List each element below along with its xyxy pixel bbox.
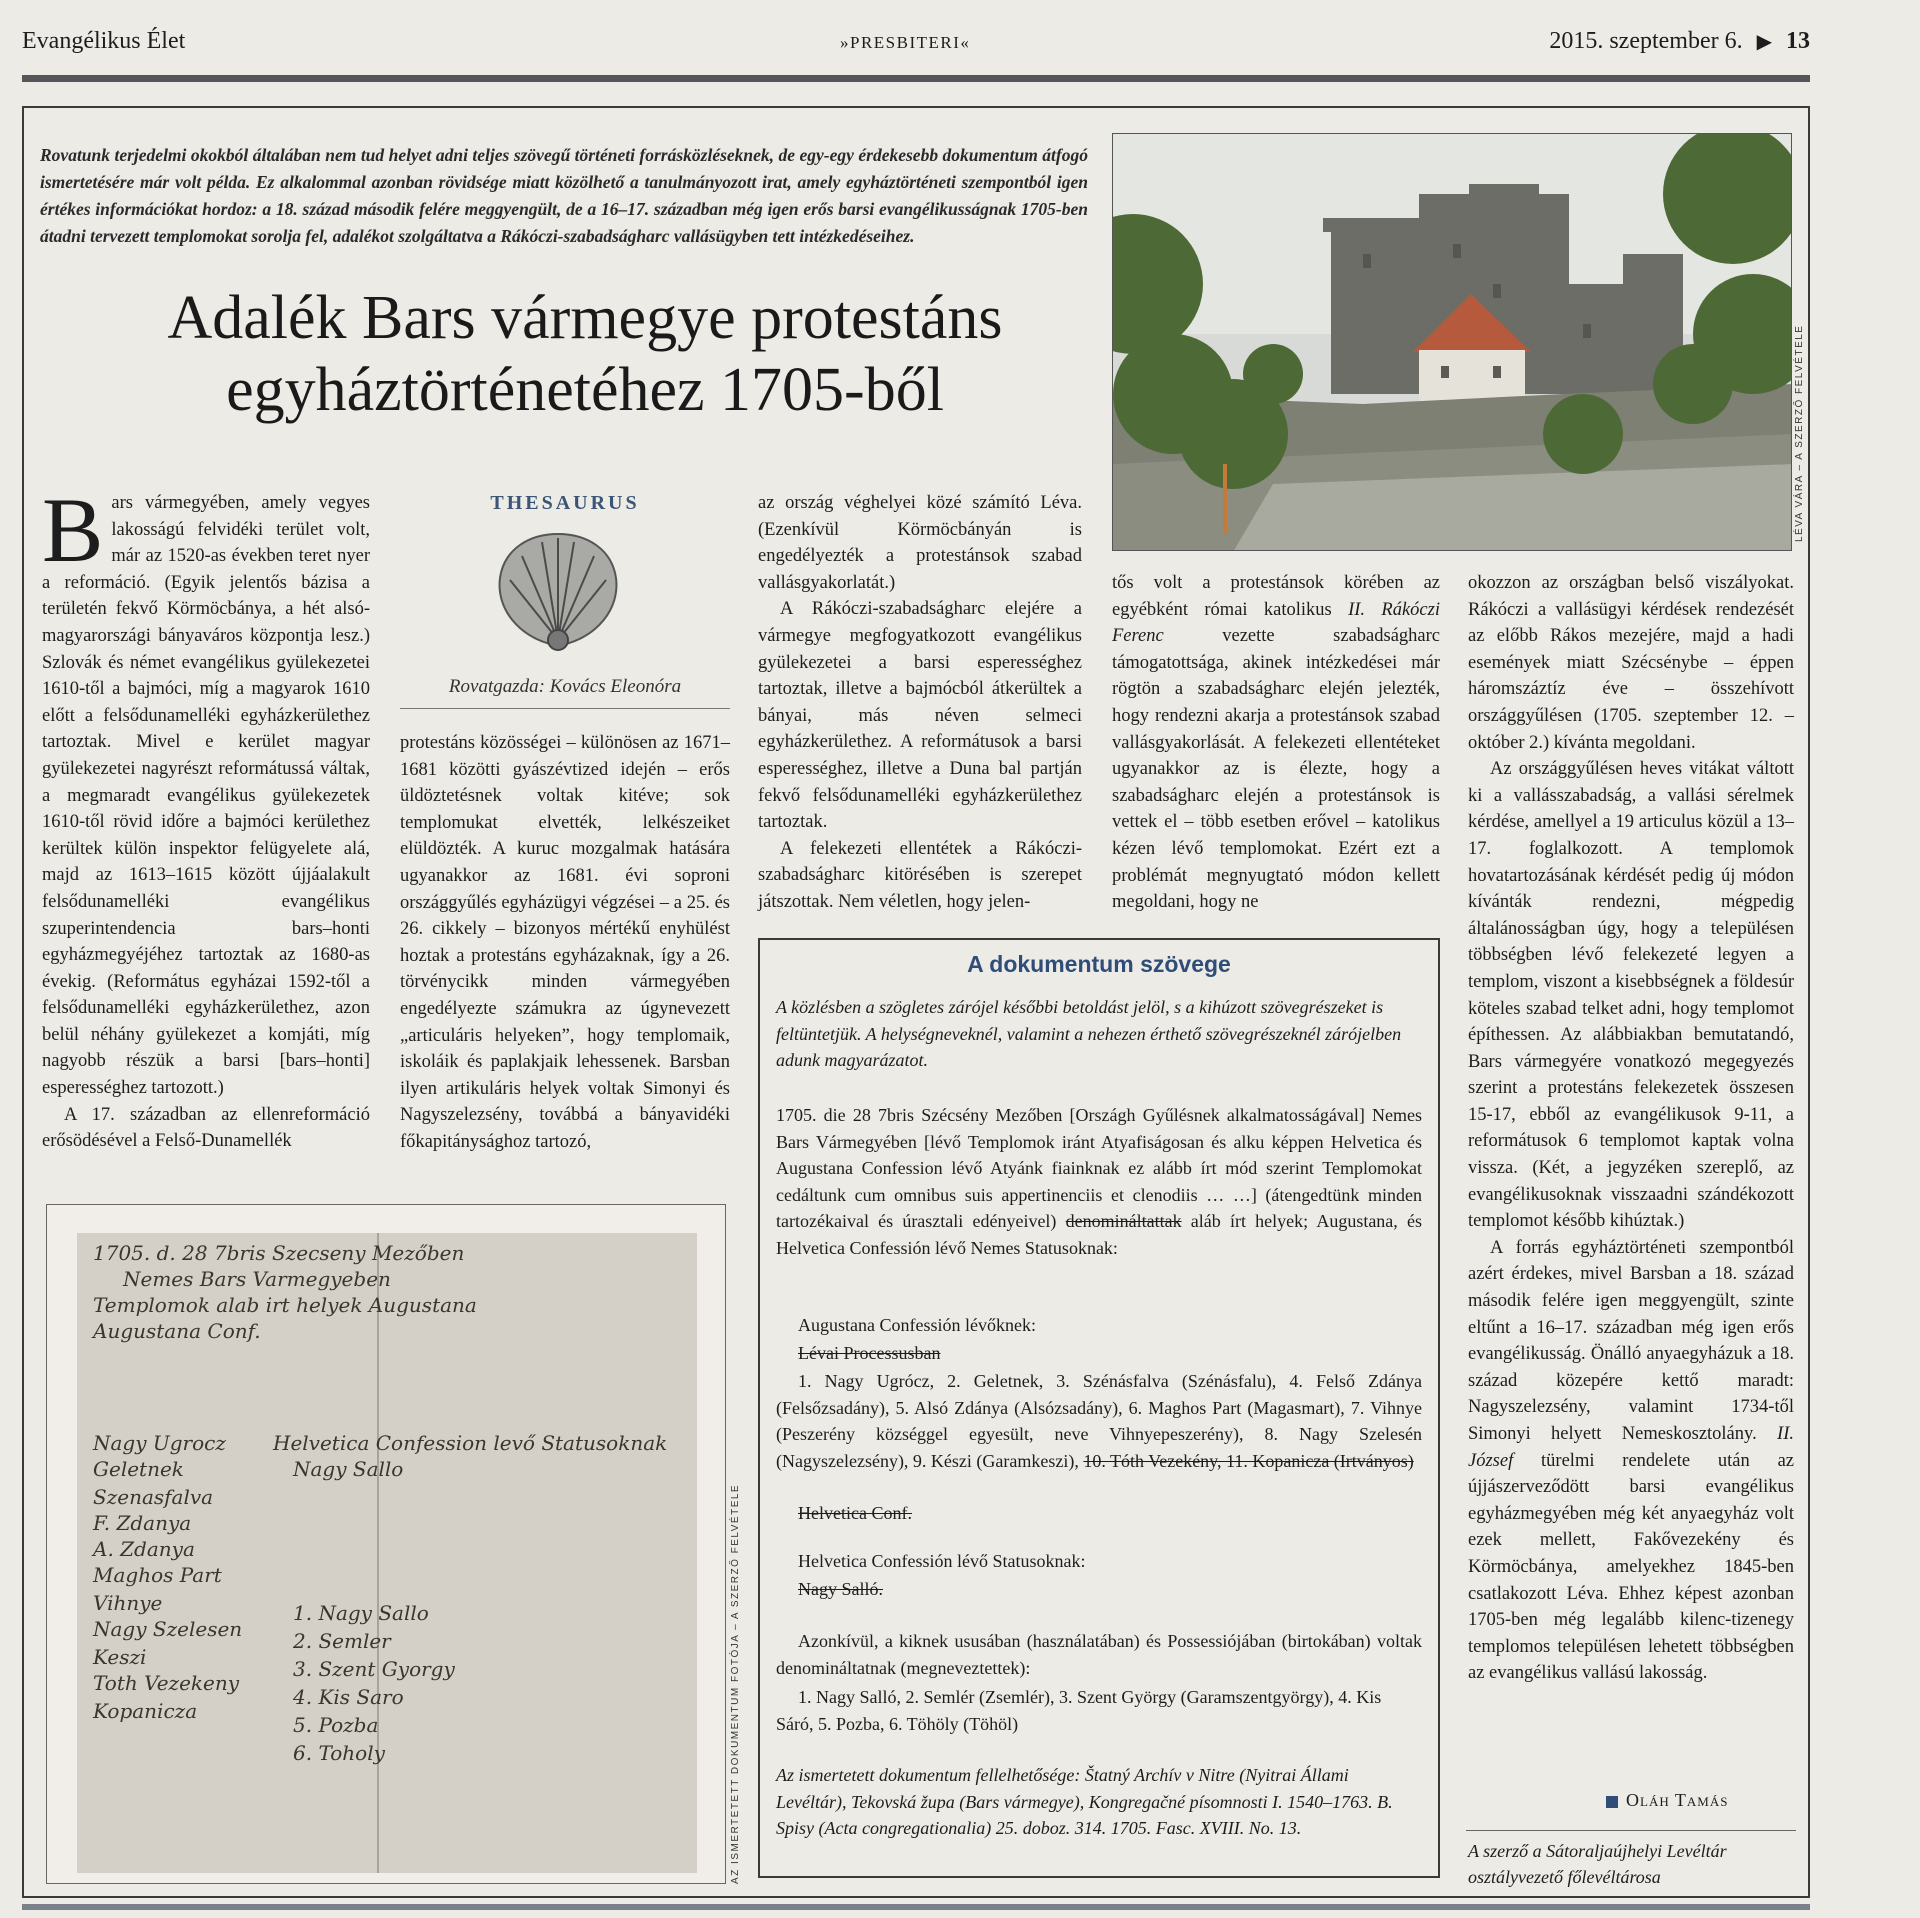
document-list: 1. Nagy Salló, 2. Semlér (Zsemlér), 3. Szent György (Garamszentgyörgy), 4. Kis Sáró, 5. Pozba, 6. Töhöly (Töhöl) bbox=[776, 1687, 1382, 1734]
body-column-3 bbox=[758, 490, 1082, 916]
struck-text: Nagy Salló. bbox=[798, 1579, 883, 1599]
body-column-1 bbox=[42, 479, 370, 1155]
header-rule bbox=[22, 75, 1810, 82]
divider bbox=[400, 708, 730, 709]
manuscript-line: Szenasfalva bbox=[93, 1485, 214, 1509]
body-paragraph: A forrás egyháztörténeti szempontból azért érdekes, mivel Barsban a 18. század második felére igen meggyengült, szinte eltűnt a 16–17. században még igen erős evangélikusság. Önálló anyaegyházuk a 18. század közepére kettő maradt: Nagyszelezsény, valamint 1734-től Simonyi helyett Nemeskosztolány. II. József türelmi rendelete után az újjászerveződött barsi evangélikus egyházmegyében még két anyaegyház volt ezek mellett, Fakővezekény és Körmöcbánya, amelyekhez 1845-ben csatlakozott Léva. Ehhez képest azonban 1705-ben még legalább kilenc-tizenegy templomos településen lehetett többségben az evangélikus vallású lakosság. bbox=[1468, 1237, 1794, 1684]
page-number: 13 bbox=[1786, 28, 1810, 54]
manuscript-line: Vihnye bbox=[93, 1591, 163, 1615]
author-name: Oláh Tamás bbox=[1626, 1790, 1729, 1810]
triangle-right-icon: ▶ bbox=[1756, 31, 1772, 53]
struck-text: Helvetica Conf. bbox=[798, 1503, 912, 1523]
title-line-2: egyháztörténetéhez 1705-ből bbox=[226, 356, 944, 424]
manuscript-line: Templomok alab irt helyek Augustana bbox=[93, 1293, 477, 1317]
manuscript-line: 3. Szent Gyorgy bbox=[293, 1657, 455, 1681]
body-paragraph: tős volt a protestánsok körében az egyébként római katolikus II. Rákóczi Ferenc vezette szabadságharc támogatottsága, akinek intézkedései már rögtön a szabadságharc elején jelezték, hogy rendezni akarja a protestánsok szabad vallásgyakorlását. A felekezeti ellentéteket ugyanakkor az is élezte, hogy a szabadságharc elején a protestánsok is vettek el – több esetben erővel – katolikus kézen lévő templomokat. Ezért ezt a problémát megnyugtató módon kellett megoldani, hogy ne bbox=[1112, 573, 1440, 913]
augustana-list: 1. Nagy Ugrócz, 2. Geletnek, 3. Szénásfalva (Szénásfalu), 4. Felső Zdánya (Felsőzsadány), 5. Alsó Zdánya (Alsózsadány), 6. Maghos Part (Magasmart), 7. Vihnye (Peszerény községgel egyesült, neve Vihnyepeszerény), 8. Nagy Szelesén (Nagyszelezsény), 9. Készi (Garamkeszi), 10. Tóth Vezekény, 11. Kopanicza (Irtványos) bbox=[776, 1371, 1422, 1471]
manuscript-line: Nemes Bars Varmegyeben bbox=[123, 1267, 391, 1291]
manuscript-line: Keszi bbox=[93, 1645, 147, 1669]
body-paragraph: A felekezeti ellentétek a Rákóczi-szabadságharc kitörésében is szerepet játszottak. Nem véletlen, hogy jelen- bbox=[758, 838, 1082, 912]
shell-ornament-icon bbox=[488, 528, 628, 658]
manuscript-line: 1705. d. 28 7bris Szecseny Mezőben bbox=[93, 1241, 465, 1265]
castle-photo bbox=[1112, 133, 1792, 551]
manuscript-line: Helvetica Confession levő Statusoknak bbox=[273, 1431, 668, 1455]
column-editor: Rovatgazda: Kovács Eleonóra bbox=[448, 676, 682, 697]
manuscript-line: Nagy Szelesen bbox=[93, 1617, 243, 1641]
section-label: »PRESBITERI« bbox=[840, 33, 971, 52]
body-paragraph: Bars vármegyében, amely vegyes lakosságú felvidéki terület volt, már az 1520-as években teret nyer a reformáció. (Egyik jelentős bázisa a területén fekvő Körmöcbánya, a hét alsó-magyarországi bányaváros központja lesz.) Szlovák és német evangélikus gyülekezetei 1610-től a bajmóci, míg a magyarok 1610 előtt a felsődunamelléki egyházkerülethez tartoztak. Mivel e kerület magyar gyülekezetei nagyrészt reformátussá váltak, a megmaradt evangélikus gyülekezetek 1610-től rövid időre a bajmóci kerülethez kerültek külön inspektor felügyelete alá, majd az 1613–1615 között újjáalakult felsődunamelléki evangélikus szuperintendencia bars–honti egyházmegyéjéhez tartoztak az 1680-as évekig. (Református egyházai 1592-től a felsődunamelléki egyházkerülethez, azon belül néhány gyülekezet a komjáti, míg nagyobb részük a barsi [bars–honti] esperességhez tartozott.) bbox=[42, 479, 370, 1099]
body-column-4 bbox=[1112, 570, 1440, 916]
manuscript-line: F. Zdanya bbox=[93, 1511, 192, 1535]
manuscript-line: 1. Nagy Sallo bbox=[293, 1601, 429, 1625]
castle-illustration bbox=[1113, 134, 1792, 551]
photo-credit: LÉVA VÁRA – A SZERZŐ FELVÉTELE bbox=[1794, 324, 1805, 542]
manuscript-line: 2. Semler bbox=[293, 1629, 391, 1653]
body-paragraph: A Rákóczi-szabadságharc elejére a vármegye megfogyatkozott evangélikus gyülekezetei a barsi esperességhez tartoztak, illetve a bajmócból átkerültek a bányai, más néven selmeci egyházkerülethez. A reformátusok a barsi esperességhez, illetve a Duna bal partján fekvő felsődunamelléki egyházkerülethez tartoztak. bbox=[758, 599, 1082, 833]
footer-rule bbox=[22, 1904, 1810, 1910]
manuscript-line: 4. Kis Saro bbox=[293, 1685, 404, 1709]
manuscript-line: 5. Pozba bbox=[293, 1713, 379, 1737]
drop-cap: B bbox=[42, 479, 104, 581]
body-paragraph: okozzon az országban belső viszályokat. Rákóczi a vallásügyi kérdések rendezését az előbb Rákos mezejére, majd a hadi események miatt Szécsénybe – éppen háromszáztíz éve – összehívott országgyűlésen (1705. szeptember 12. – október 2.) kívánta megoldani. bbox=[1468, 573, 1794, 753]
body-paragraph: Az országgyűlésen heves vitákat váltott ki a vallásszabadság, a vallási sérelmek kérdése, amellyel a 19 articulus közül a 13–17. foglalkozott. A templomok hovatartozásának kérdését pedig új módon kívánták rendezni, mégpedig általánosságban úgy, hogy a településen többségben lévő felekezeté legyen a templom, viszont a kisebbségnek a földesúr köteles szabad telket adni, hogy templomot építhessen. Az alábbiakban bemutatandó, Bars vármegyére vonatkozó megegyezés szerint a protestáns felekezetek összesen 15-17, ebből az evangélikusok 9-11, a reformátusok 6 templomot kaptak volna vissza. (Két, a jegyzéken szereplő, az evangélikusoknak visszaadni szándékozott templomot később kihúztak.) bbox=[1468, 759, 1794, 1232]
publication-name: Evangélikus Élet bbox=[22, 28, 186, 54]
document-paragraph: Azonkívül, a kiknek ususában (használatában) és Possessiójában (birtokában) voltak denomináltatnak (megneveztettek): bbox=[776, 1631, 1422, 1678]
manuscript-line: Maghos Part bbox=[93, 1563, 222, 1587]
manuscript-line: 6. Toholy bbox=[293, 1741, 385, 1765]
body-paragraph: A 17. században az ellenreformáció erősödésével a Felső-Dunamellék bbox=[42, 1104, 370, 1152]
title-line-1: Adalék Bars vármegye protestáns bbox=[167, 284, 1003, 352]
article-title bbox=[60, 282, 1110, 426]
body-column-2 bbox=[400, 730, 730, 1156]
augustana-heading: Augustana Confessión lévőknek: bbox=[798, 1315, 1036, 1335]
manuscript-line: Nagy Ugrocz bbox=[93, 1431, 226, 1455]
body-paragraph: protestáns közösségei – különösen az 1671–1681 közötti gyászévtized idején – erős üldöztetésnek voltak kitéve; sok templomukat elvették, lelkészeiket elüldözték. A kuruc mozgalmak hatására ugyanakkor az 1681. évi soproni országgyűlés egyházügyi végzései – a 25. és 26. cikkely – bizonyos mértékű enyhülést hoztak a protestáns egyházaknak, így a 26. törvénycikk minden vármegyében engedélyezte számukra az úgynevezett „articuláris helyeken”, hogy templomaik, iskoláik és paplakjaik lehessenek. Barsban ilyen artikuláris helyek voltak Simonyi és Nagyszelezsény, továbbá a bányavidéki főkapitánysághoz tartozó, bbox=[400, 733, 730, 1152]
column-label: THESAURUS bbox=[490, 492, 640, 514]
body-paragraph: az ország véghelyei közé számító Léva. (Ezenkívül Körmöcbányán is engedélyezték a protestánsok szabad vallásgyakorlatát.) bbox=[758, 493, 1082, 593]
person-name: II. József bbox=[1468, 1424, 1794, 1471]
square-icon bbox=[1606, 1796, 1618, 1808]
author-note: A szerző a Sátoraljaújhelyi Levéltár osztályvezető főlevéltárosa bbox=[1468, 1841, 1727, 1887]
manuscript-line: Toth Vezekeny bbox=[93, 1671, 240, 1695]
person-name: II. Rákóczi Ferenc bbox=[1112, 599, 1440, 647]
manuscript-line: Nagy Sallo bbox=[293, 1457, 404, 1481]
body-column-5 bbox=[1468, 570, 1794, 1687]
manuscript-line: Kopanicza bbox=[93, 1699, 198, 1723]
helvetica-heading: Helvetica Confessión lévő Statusoknak: bbox=[798, 1551, 1086, 1571]
document-note: A közlésben a szögletes zárójel későbbi betoldást jelöl, s a kihúzott szövegrészeket is feltüntetjük. A helységneveknél, valamint a nehezen érthető szövegrészeknél zárójelben adunk magyarázatot. bbox=[776, 997, 1402, 1070]
document-source: Az ismertetett dokumentum fellelhetősége: Štatný Archív v Nitre (Nyitrai Állami Levéltár), Tekovská župa (Bars vármegye), Kongregačné písomnosti I. 1540–1763. B. Spisy (Acta congregationalia) 25. doboz. 314. 1705. Fasc. XVIII. No. 13. bbox=[776, 1765, 1393, 1838]
manuscript-lines bbox=[93, 1241, 693, 1861]
manuscript-scan bbox=[46, 1204, 726, 1884]
document-heading: A dokumentum szövege bbox=[967, 951, 1231, 977]
article-intro: Rovatunk terjedelmi okokból általában nem tud helyet adni teljes szövegű történeti forrásközléseknek, de egy-egy érdekesebb dokumentum átfogó ismertetésére már volt példa. Ez alkalommal azonban rövidsége miatt közölhető a tanulmányozott irat, amely egyháztörténeti szempontból igen értékes információkat hordoz: a 18. század második felére meggyengült, de a 16–17. században még igen erős barsi evangélikusságnak 1705-ben átadni tervezett templomokat sorolja fel, adalékot szolgáltatva a Rákóczi-szabadságharc vallásügyben tett intézkedéseihez. bbox=[40, 145, 1088, 246]
manuscript-line: Augustana Conf. bbox=[93, 1319, 261, 1343]
manuscript-line: Geletnek bbox=[93, 1457, 184, 1481]
divider bbox=[1466, 1830, 1796, 1831]
issue-date: 2015. szeptember 6. bbox=[1549, 28, 1743, 54]
scan-credit: AZ ISMERTETETT DOKUMENTUM FOTÓJA – A SZERZŐ FELVÉTELE bbox=[730, 1483, 741, 1884]
manuscript-line: A. Zdanya bbox=[93, 1537, 195, 1561]
struck-text: Lévai Processusban bbox=[798, 1343, 941, 1363]
header-right bbox=[1549, 28, 1810, 55]
document-paragraph: 1705. die 28 7bris Szécsény Mezőben [Országh Gyűlésnek alkalmatosságával] Nemes Bars Vármegyében [lévő Templomok iránt Atyafiságosan és alku képpen Helvetica és Augustana Confession lévő Atyánk fiainknak ez alább írt mód szerint Templomokat cedáltunk cum omnibus suis appertinenciis et clenodiis … …] (átengedtünk minden tartozékaival és úrasztali edényeivel) denomináltattak aláb írt helyek; Augustana, és Helvetica Confessión lévő Nemes Statusoknak: bbox=[776, 1105, 1422, 1258]
